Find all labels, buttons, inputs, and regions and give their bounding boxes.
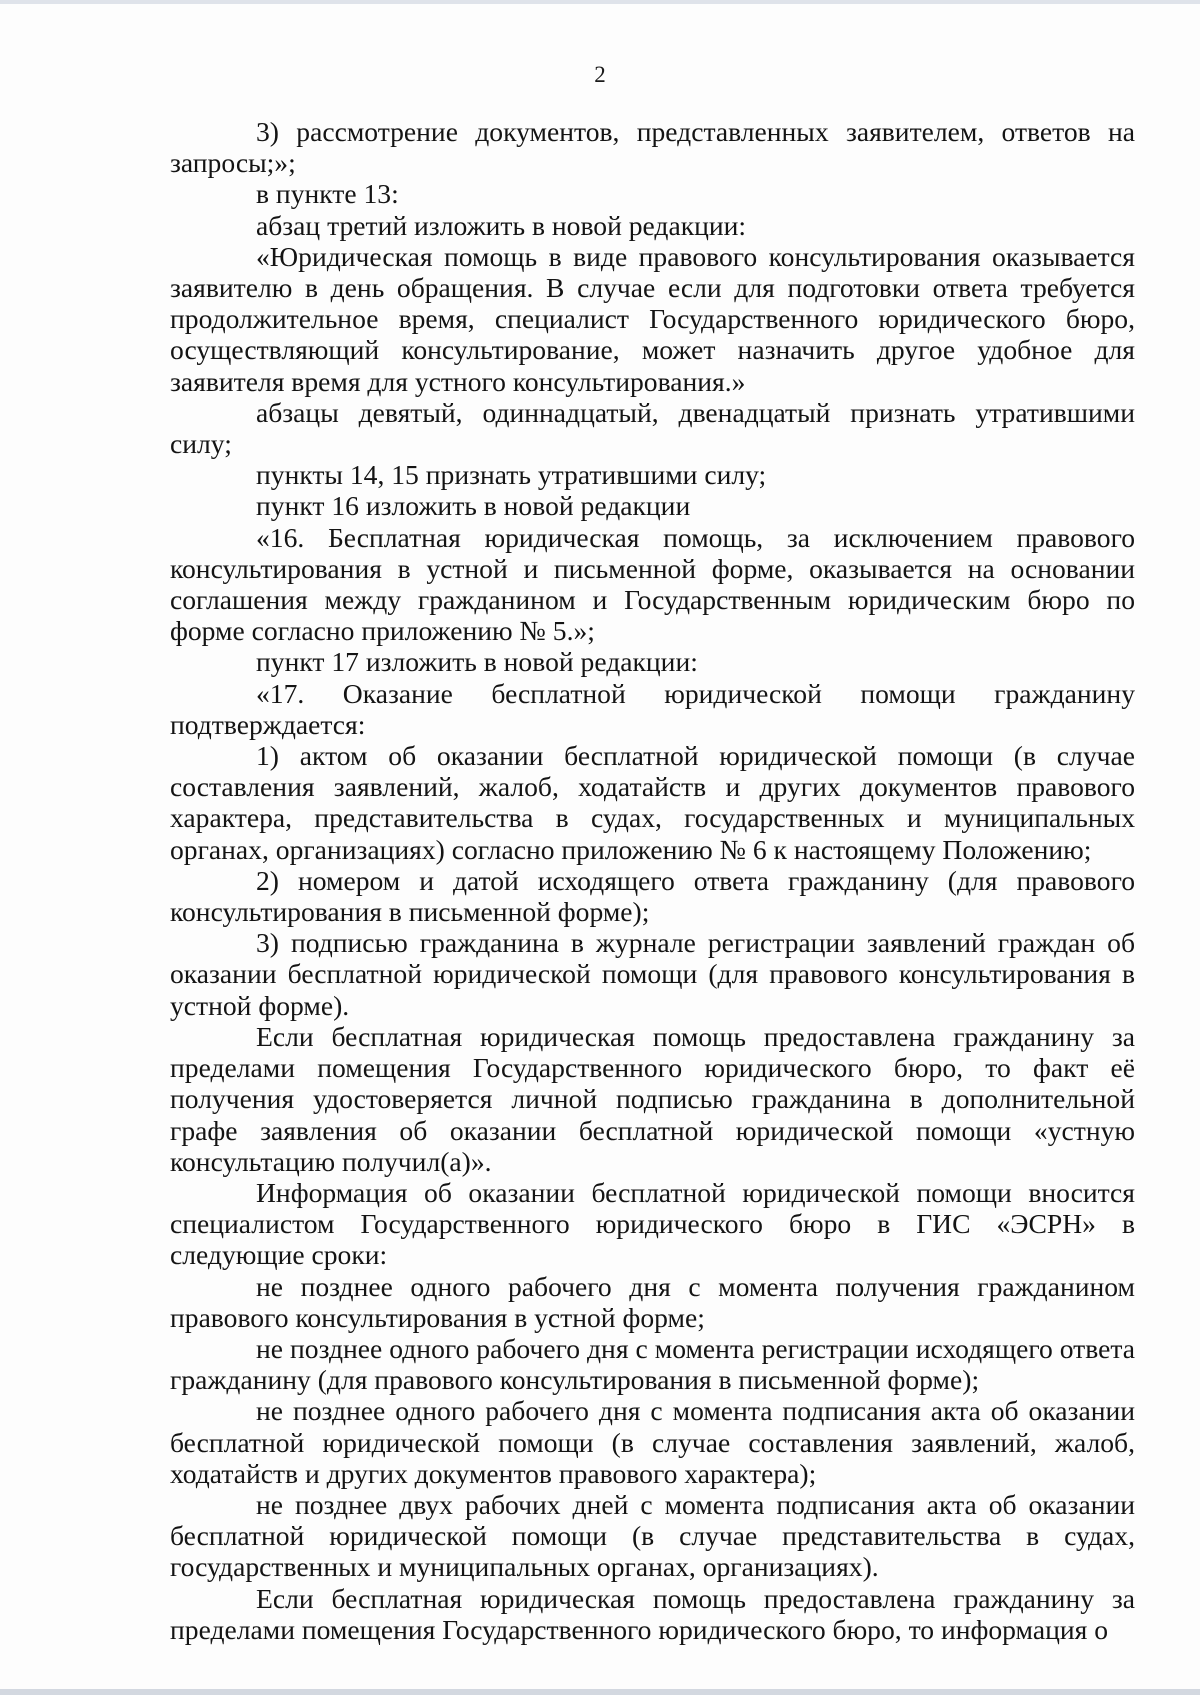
paragraph: пункт 16 изложить в новой редакции <box>256 490 691 522</box>
paragraph: пункт 17 изложить в новой редакции: <box>256 646 698 678</box>
paragraph: 1) актом об оказании бесплатной юридической помощи (в случае составления заявлений, жалоб, ходатайств и других документов правового характера, представительства в судах, государственных и муниципальных органах, организациях) согласно приложению № 6 к настоящему Положению; <box>170 740 1135 865</box>
paragraph: «17. Оказание бесплатной юридической помощи гражданину подтверждается: <box>170 677 1135 740</box>
page-number: 2 <box>594 62 606 87</box>
paragraph: не позднее двух рабочих дней с момента подписания акта об оказании бесплатной юридической помощи (в случае представительства в судах, государственных и муниципальных органах, организациях). <box>170 1488 1135 1583</box>
paragraph: абзац третий изложить в новой редакции: <box>256 209 747 241</box>
paragraph: пункты 14, 15 признать утратившими силу; <box>256 459 767 491</box>
scan-edge-bottom <box>0 1689 1200 1695</box>
paragraph: 2) номером и датой исходящего ответа гражданину (для правового консультирования в письменной форме); <box>170 864 1135 928</box>
paragraph: «Юридическая помощь в виде правового консультирования оказывается заявителю в день обращения. В случае если для подготовки ответа требуется продолжительное время, специалист Государственного юридического бюро, осуществляющий консультирование, может назначить другое удобное для заявителя время для устного консультирования.» <box>170 240 1135 397</box>
paragraph: Информация об оказании бесплатной юридической помощи вносится специалистом Государственного юридического бюро в ГИС «ЭСРН» в следующие сроки: <box>170 1176 1135 1271</box>
scan-edge-top <box>0 0 1200 4</box>
paragraph: Если бесплатная юридическая помощь предоставлена гражданину за пределами помещения Государственного юридического бюро, то информация о <box>170 1582 1135 1645</box>
paragraph: 3) рассмотрение документов, представленных заявителем, ответов на запросы;»; <box>170 116 1135 179</box>
paragraph: в пункте 13: <box>256 178 399 210</box>
paragraph: Если бесплатная юридическая помощь предоставлена гражданину за пределами помещения Государственного юридического бюро, то факт её получения удостоверяется личной подписью гражданина в дополнительной графе заявления об оказании бесплатной юридической помощи «устную консультацию получил(а)». <box>170 1020 1135 1177</box>
paragraph: «16. Бесплатная юридическая помощь, за исключением правового консультирования в устной и письменной форме, оказывается на основании соглашения между гражданином и Государственным юридическим бюро по форме согласно приложению № 5.»; <box>170 521 1135 647</box>
paragraph: не позднее одного рабочего дня с момента регистрации исходящего ответа гражданину (для правового консультирования в письменной форме); <box>170 1332 1135 1396</box>
paragraph: 3) подписью гражданина в журнале регистрации заявлений граждан об оказании бесплатной юридической помощи (для правового консультирования в устной форме). <box>170 927 1135 1021</box>
document-body <box>170 116 1135 1645</box>
paragraph: абзацы девятый, одиннадцатый, двенадцатый признать утратившими силу; <box>170 396 1135 460</box>
paragraph: не позднее одного рабочего дня с момента получения гражданином правового консультирования в устной форме; <box>170 1270 1135 1333</box>
paragraph: не позднее одного рабочего дня с момента подписания акта об оказании бесплатной юридической помощи (в случае составления заявлений, жалоб, ходатайств и других документов правового характера); <box>170 1395 1135 1489</box>
